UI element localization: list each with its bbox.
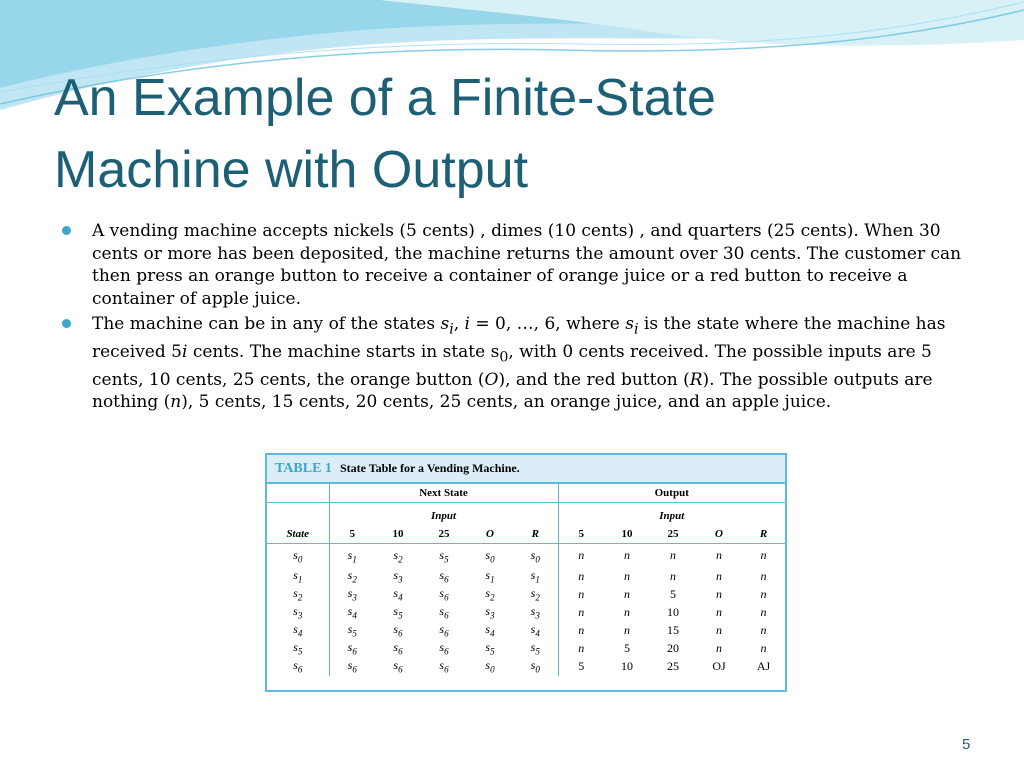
- table-caption: [267, 455, 785, 484]
- table-row: [267, 586, 785, 604]
- output-cell: n: [624, 548, 630, 563]
- symbol-s: s: [625, 314, 634, 334]
- bullet-text-2h: ). The possible outputs are nothing (: [92, 369, 933, 413]
- next-state-cell: $s_3$: [393, 568, 403, 585]
- next-state-cell: $s_0$: [530, 658, 540, 675]
- output-input-label: Input: [558, 503, 785, 526]
- next-state-cell: $s_6$: [393, 640, 403, 657]
- state-table: [267, 484, 785, 676]
- output-cell: n: [558, 544, 604, 568]
- output-cell: n: [760, 641, 767, 655]
- next-state-cell: $s_6$: [439, 568, 449, 585]
- table-body: [267, 544, 785, 676]
- state-cell: $s_2$: [293, 586, 303, 603]
- title-line-2: Machine with Output: [54, 141, 529, 199]
- output-cell: n: [760, 587, 767, 601]
- table-row: [267, 658, 785, 676]
- next-state-cell: $s_5$: [329, 622, 375, 640]
- next-state-cell: $s_0$: [485, 658, 495, 675]
- output-cell: 10: [667, 605, 679, 619]
- symbol-i: i: [181, 341, 188, 362]
- next-col-header-1: 10: [375, 525, 421, 544]
- next-state-cell: $s_2$: [329, 568, 375, 586]
- symbol-sub-i: i: [633, 321, 639, 338]
- out-col-header-2: 25: [650, 525, 696, 544]
- output-cell: n: [558, 604, 604, 622]
- output-cell: n: [558, 640, 604, 658]
- table-group-header: [267, 484, 785, 503]
- output-cell: 10: [621, 659, 633, 673]
- table-row: [267, 604, 785, 622]
- next-state-cell: $s_6$: [393, 622, 403, 639]
- symbol-R: R: [689, 369, 703, 390]
- symbol-s: s: [440, 314, 450, 334]
- next-state-cell: $s_0$: [485, 547, 495, 564]
- next-state-cell: $s_6$: [439, 622, 449, 639]
- slide-title: [54, 62, 994, 206]
- next-state-cell: $s_4$: [485, 622, 495, 639]
- bullet-text-2i: ), 5 cents, 15 cents, 20 cents, 25 cents, an orange juice, and an apple juice.: [181, 392, 832, 413]
- next-state-cell: $s_0$: [530, 547, 540, 564]
- output-cell: n: [558, 586, 604, 604]
- next-state-cell: $s_4$: [329, 604, 375, 622]
- next-state-cell: $s_1$: [329, 544, 375, 568]
- out-col-header-3: O: [696, 525, 742, 544]
- table-empty-cell: [267, 503, 329, 526]
- bullet-text-2g: ), and the red button (: [498, 369, 690, 390]
- page-number: 5: [962, 736, 971, 753]
- bullet-text-2a: The machine can be in any of the states: [92, 314, 441, 334]
- next-col-header-2: 25: [421, 525, 467, 544]
- table-row: [267, 544, 785, 568]
- output-cell: n: [716, 548, 722, 563]
- title-line-1: An Example of a Finite-State: [54, 69, 716, 127]
- next-state-cell: $s_3$: [485, 604, 495, 621]
- output-cell: n: [716, 569, 722, 583]
- output-cell: n: [670, 569, 676, 583]
- bullet-text-2d: is the state where the machine has received 5: [92, 314, 946, 362]
- symbol-sub-i: i: [449, 321, 454, 338]
- next-state-cell: $s_5$: [393, 604, 403, 621]
- state-table-figure: [265, 453, 787, 692]
- output-cell: 5: [624, 641, 630, 655]
- next-state-cell: $s_6$: [439, 586, 449, 603]
- symbol-O: O: [484, 369, 499, 390]
- next-input-label: Input: [329, 503, 558, 526]
- state-cell: $s_4$: [293, 622, 303, 639]
- next-state-cell: $s_6$: [393, 658, 403, 675]
- output-cell: n: [760, 548, 767, 563]
- table-row: [267, 622, 785, 640]
- output-cell: n: [716, 605, 722, 619]
- output-cell: n: [716, 641, 722, 655]
- state-cell: $s_0$: [293, 547, 303, 564]
- output-cell: n: [624, 587, 630, 601]
- next-state-cell: $s_6$: [439, 658, 449, 675]
- input-label-row: [267, 503, 785, 526]
- table-caption-text: State Table for a Vending Machine.: [339, 461, 520, 475]
- output-cell: n: [624, 569, 630, 583]
- next-state-cell: $s_6$: [329, 658, 375, 676]
- next-state-cell: $s_6$: [329, 640, 375, 658]
- table-label: TABLE 1: [275, 461, 332, 476]
- output-cell: AJ: [756, 659, 771, 673]
- output-cell: n: [558, 622, 604, 640]
- bullet-text-2e: cents. The machine starts in state s: [187, 341, 500, 362]
- table-empty-cell: [267, 484, 329, 503]
- symbol-n: n: [170, 392, 182, 413]
- bullet-dot-icon: [62, 226, 71, 235]
- symbol-sub-0: 0: [499, 349, 509, 366]
- next-state-header: Next State: [329, 484, 558, 503]
- next-state-cell: $s_3$: [530, 604, 540, 621]
- next-state-cell: $s_2$: [530, 586, 540, 603]
- bullet-text-2b: ,: [453, 314, 465, 334]
- next-state-cell: $s_1$: [530, 568, 540, 585]
- output-cell: 25: [667, 659, 679, 673]
- column-header-row: [267, 525, 785, 544]
- output-cell: 5: [558, 658, 604, 676]
- output-cell: n: [716, 587, 722, 601]
- table-row: [267, 640, 785, 658]
- symbol-i: i: [464, 314, 470, 334]
- output-cell: 20: [667, 641, 679, 655]
- next-col-header-0: 5: [329, 525, 375, 544]
- next-state-cell: $s_5$: [439, 547, 449, 564]
- next-state-cell: $s_2$: [485, 586, 495, 603]
- next-state-cell: $s_6$: [439, 640, 449, 657]
- next-state-cell: $s_5$: [530, 640, 540, 657]
- bullet-item-1: [62, 220, 967, 310]
- table-row: [267, 568, 785, 586]
- next-state-cell: $s_3$: [329, 586, 375, 604]
- state-column-header: State: [267, 525, 329, 544]
- output-cell: 15: [667, 623, 679, 637]
- output-cell: n: [624, 623, 630, 637]
- output-cell: n: [760, 569, 767, 583]
- out-col-header-4: R: [742, 525, 785, 544]
- next-state-cell: $s_2$: [393, 547, 403, 564]
- state-cell: $s_1$: [293, 568, 303, 585]
- output-cell: n: [670, 548, 676, 563]
- output-cell: OJ: [712, 659, 726, 673]
- out-col-header-0: 5: [558, 525, 604, 544]
- next-state-cell: $s_4$: [530, 622, 540, 639]
- next-state-cell: $s_1$: [485, 568, 495, 585]
- output-cell: n: [760, 605, 767, 619]
- output-cell: n: [760, 623, 767, 637]
- state-cell: $s_3$: [293, 604, 303, 621]
- state-cell: $s_6$: [293, 658, 303, 675]
- next-state-cell: $s_5$: [485, 640, 495, 657]
- state-cell: $s_5$: [293, 640, 303, 657]
- bullet-text-2f: , with 0 cents received. The possible inputs are 5 cents, 10 cents, 25 cents, the orange button (: [92, 341, 932, 390]
- next-state-cell: $s_4$: [393, 586, 403, 603]
- next-col-header-3: O: [467, 525, 513, 544]
- next-col-header-4: R: [513, 525, 558, 544]
- output-cell: n: [716, 623, 722, 637]
- bullet-list: [62, 220, 967, 417]
- bullet-dot-icon: [62, 319, 71, 328]
- output-header: Output: [558, 484, 785, 503]
- out-col-header-1: 10: [604, 525, 650, 544]
- bullet-text-2c: = 0, …, 6, where: [469, 314, 626, 334]
- next-state-cell: $s_6$: [439, 604, 449, 621]
- bullet-text-1: A vending machine accepts nickels (5 cents) , dimes (10 cents) , and quarters (25 cents). When 30 cents or more has been deposited, the machine returns the amount over 30 cents. The customer can then press an orange button to receive a container of orange juice or a red button to receive a container of apple juice.: [92, 221, 962, 309]
- output-cell: 5: [670, 587, 676, 601]
- output-cell: n: [558, 568, 604, 586]
- bullet-item-2: [62, 313, 967, 414]
- output-cell: n: [624, 605, 630, 619]
